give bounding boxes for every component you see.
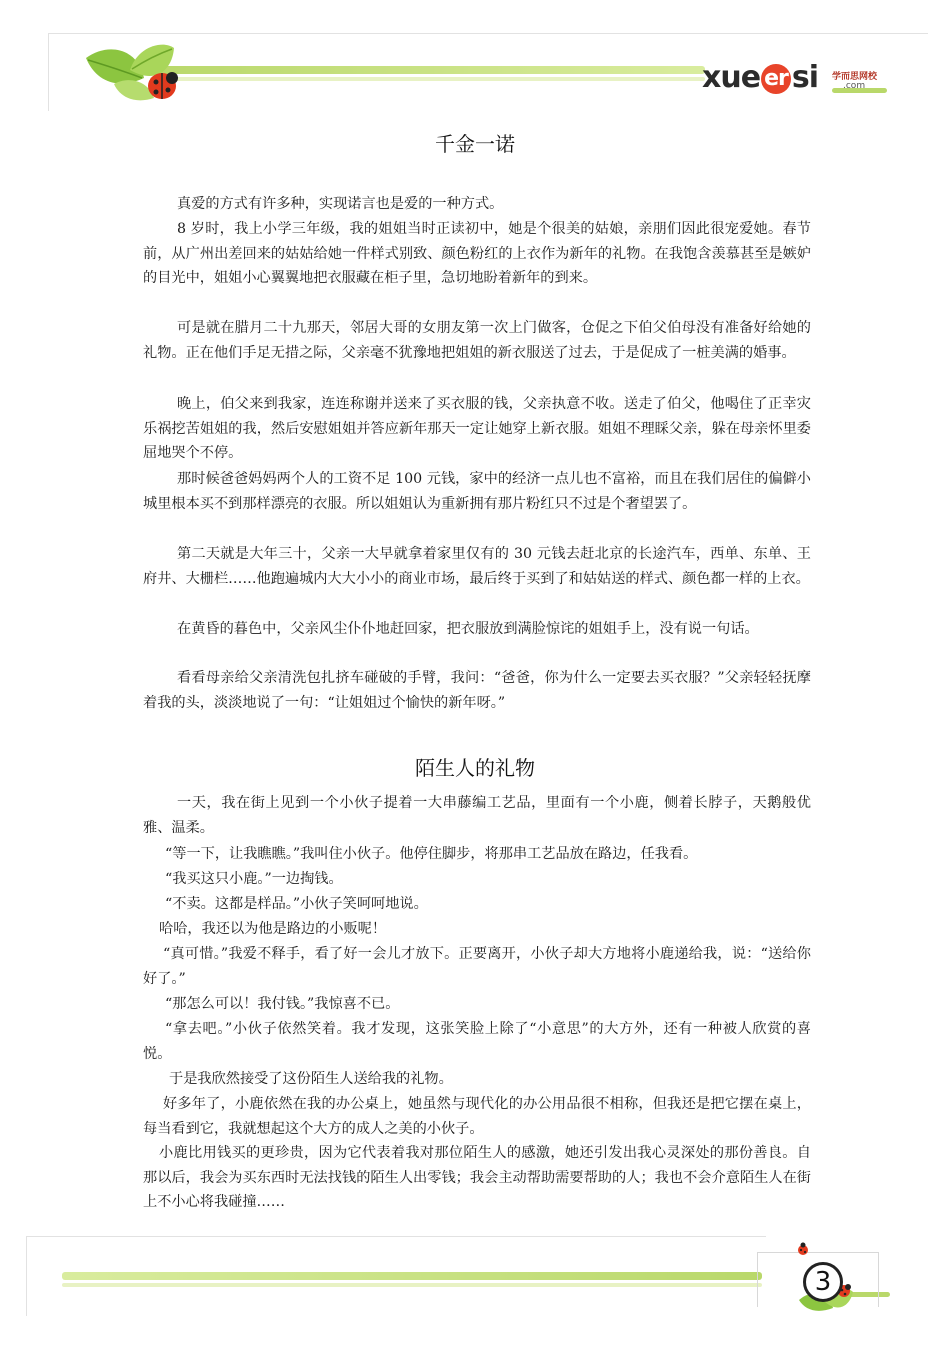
article-2-paragraph: 好多年了，小鹿依然在我的办公桌上，她虽然与现代化的办公用品很不相称，但我还是把它摆在桌上，每当看到它，我就想起这个大方的成人之美的小伙子。 <box>143 1096 811 1137</box>
article-1-paragraph: 看看母亲给父亲清洗包扎挤车碰破的手臂，我问：“爸爸，你为什么一定要去买衣服？”父亲轻轻抚摩着我的头，淡淡地说了一句：“让姐姐过个愉快的新年呀。” <box>143 670 811 711</box>
page-header <box>0 0 950 115</box>
article-1-title: 千金一诺 <box>435 132 515 156</box>
page-number: 3 <box>803 1262 843 1302</box>
article-1-paragraph: 可是就在腊月二十九那天，邻居大哥的女朋友第一次上门做客，仓促之下伯父伯母没有准备好给她的礼物。正在他们手足无措之际，父亲毫不犹豫地把姐姐的新衣服送了过去，于是促成了一桩美满的婚事。 <box>143 320 811 361</box>
article-2-paragraph: “等一下，让我瞧瞧。”我叫住小伙子。他停住脚步，将那串工艺品放在路边，任我看。 <box>165 846 698 862</box>
article-2-paragraph: “那怎么可以！我付钱。”我惊喜不已。 <box>165 996 400 1012</box>
article-2-paragraph: “我买这只小鹿。”一边掏钱。 <box>165 871 343 887</box>
footer-light-band <box>62 1283 762 1287</box>
article-1-paragraph: 在黄昏的暮色中，父亲风尘仆仆地赶回家，把衣服放到满脸惊诧的姐姐手上，没有说一句话。 <box>177 621 759 637</box>
header-light-band <box>150 77 705 81</box>
ladybug-icon <box>796 1242 810 1256</box>
article-1-paragraph: 晚上，伯父来到我家，连连称谢并送来了买衣服的钱，父亲执意不收。送走了伯父，他喝住了正幸灾乐祸挖苦姐姐的我，然后安慰姐姐并答应新年那天一定让她穿上新衣服。姐姐不理睬父亲，躲在母亲怀里委屈地哭个不停。 <box>143 396 811 462</box>
leaf-ladybug-icon <box>78 40 188 110</box>
article-1-paragraph: 8 岁时，我上小学三年级，我的姐姐当时正读初中，她是个很美的姑娘，亲朋们因此很宠爱她。春节前，从广州出差回来的姑姑给她一件样式别致、颜色粉红的上衣作为新年的礼物。在我饱含羡慕甚至是嫉妒的目光中，姐姐小心翼翼地把衣服藏在柜子里，急切地盼着新年的到来。 <box>143 221 811 287</box>
article-2-paragraph: 小鹿比用钱买的更珍贵，因为它代表着我对那位陌生人的感激，她还引发出我心灵深处的那份善良。自那以后，我会为买东西时无法找钱的陌生人出零钱；我会主动帮助需要帮助的人；我也不会介意陌生人在街上不小心将我碰撞…… <box>143 1145 811 1211</box>
article-2-title: 陌生人的礼物 <box>415 756 535 780</box>
article-1-paragraph: 第二天就是大年三十，父亲一大早就拿着家里仅有的 30 元钱去赶北京的长途汽车，西单、东单、王府井、大栅栏……他跑遍城内大大小小的商业市场，最后终于买到了和姑姑送的样式、颜色都一样的上衣。 <box>143 546 811 587</box>
article-2-paragraph: 哈哈，我还以为他是路边的小贩呢！ <box>159 921 387 937</box>
article-1-paragraph: 那时候爸爸妈妈两个人的工资不足 100 元钱，家中的经济一点儿也不富裕，而且在我们居住的偏僻小城里根本买不到那样漂亮的衣服。所以姐姐认为重新拥有那片粉红只不过是个奢望罢了。 <box>143 471 811 512</box>
footer-green-band <box>62 1272 762 1280</box>
footer-frame-line-left <box>26 1236 27 1316</box>
article-2-paragraph: “真可惜。”我爱不释手，看了好一会儿才放下。正要离开，小伙子却大方地将小鹿递给我，说：“送给你好了。” <box>143 946 811 987</box>
logo-domain-text: .com <box>843 81 866 91</box>
xueersi-logo: xue er si <box>702 60 818 95</box>
article-2-paragraph: “拿去吧。”小伙子依然笑着。我才发现，这张笑脸上除了“小意思”的大方外，还有一种被人欣赏的喜悦。 <box>143 1021 811 1062</box>
logo-chinese-text: 学而思网校 <box>832 72 878 82</box>
article-2-paragraph: “不卖。这都是样品。”小伙子笑呵呵地说。 <box>165 896 428 912</box>
article-2-paragraph: 一天，我在街上见到一个小伙子提着一大串藤编工艺品，里面有一个小鹿，侧着长脖子，天鹅般优雅、温柔。 <box>143 795 811 836</box>
article-1-paragraph: 真爱的方式有许多种，实现诺言也是爱的一种方式。 <box>177 196 504 212</box>
article-2-paragraph: 于是我欣然接受了这份陌生人送给我的礼物。 <box>169 1071 453 1087</box>
header-green-band <box>150 66 705 74</box>
footer-frame-line-top <box>26 1236 766 1237</box>
